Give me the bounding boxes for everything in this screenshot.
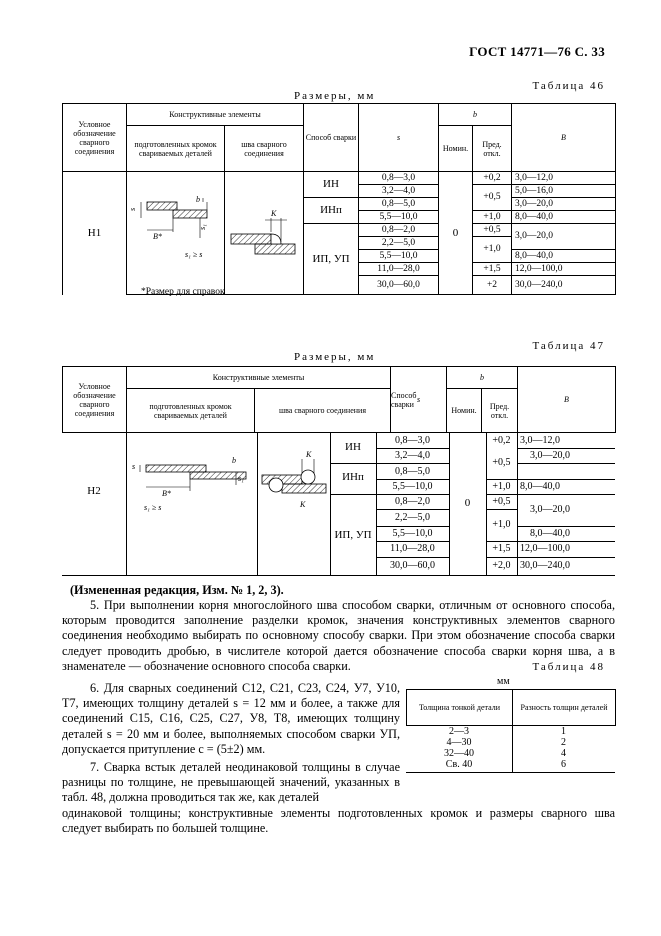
- B-cell: 8,0—40,0: [520, 481, 560, 492]
- dev-cell: +2,0: [492, 560, 511, 571]
- col-b-header: b: [447, 367, 518, 389]
- joint-code: Н1: [63, 172, 127, 295]
- col-cond-header: Условное обозначение сварного соединения: [63, 104, 127, 172]
- fig-label-K: K: [271, 209, 277, 218]
- B-cell: 3,0—12,0: [512, 172, 616, 185]
- B-cell: 8,0—40,0: [512, 250, 616, 263]
- fig-label-Bstar: B*: [153, 232, 162, 241]
- dev-cell: +1,0: [473, 211, 512, 224]
- s-cell: 3,2—4,0: [359, 185, 439, 198]
- col-s-header: s: [391, 367, 447, 433]
- table-47-caption: Таблица 47: [532, 340, 605, 352]
- col-weld-header: шва сварного соединения: [225, 126, 304, 172]
- col-struct-header: Конструктивные элементы: [127, 104, 304, 126]
- table-48-caption: Таблица 48: [532, 661, 605, 673]
- B-cell: 8,0—40,0: [512, 211, 616, 224]
- footnote: *Размер для справок: [141, 287, 225, 297]
- s-cell: 0,8—5,0: [395, 466, 430, 477]
- s-cell: 11,0—28,0: [390, 543, 435, 554]
- fig-label-b: b: [232, 456, 236, 465]
- col-diff-header: Разность толщин деталей: [513, 690, 616, 726]
- paragraph-7b: [62, 806, 615, 836]
- s-cell: 0,8—3,0: [395, 435, 430, 446]
- col-prep-header: подготовленных кромок свариваемых деталей: [127, 389, 255, 433]
- thin-value: 4—30: [446, 737, 472, 748]
- table-48: [406, 689, 616, 726]
- table-48-body: [406, 724, 615, 773]
- col-nom-header: Номин.: [439, 126, 473, 172]
- nom-cell: 0: [464, 497, 471, 509]
- s-cell: 0,8—3,0: [359, 172, 439, 185]
- method-ip-up: ИП, УП: [334, 529, 372, 541]
- col-dev-header: Пред. откл.: [482, 389, 518, 433]
- table-48-units: мм: [497, 676, 510, 687]
- col-cond-header: Условное обозначение сварного соединения: [63, 367, 127, 433]
- fig-label-s1: s₁: [198, 224, 207, 230]
- s-cell: 5,5—10,0: [392, 481, 433, 492]
- method-in: ИН: [304, 172, 359, 198]
- method-in: ИН: [345, 441, 361, 453]
- paragraph-7b-text: одинаковой толщины; конструктивные элементы подготовленных кромок и размеры сварного шва следует выбирать по большей толщине.: [62, 806, 615, 836]
- paragraph-7a: [62, 760, 400, 806]
- weld-figure-cell: [225, 172, 304, 295]
- table-row: [406, 726, 512, 770]
- s-cell: 30,0—60,0: [390, 560, 435, 571]
- dev-cell: +0,5: [492, 496, 511, 507]
- table-46: [62, 103, 616, 295]
- weld-figure: [225, 172, 304, 272]
- fig-label-s: s: [128, 207, 137, 211]
- diff-value: 1: [561, 726, 566, 737]
- fig-label-s1: s₁: [238, 474, 244, 483]
- dev-cell: +0,2: [492, 435, 511, 446]
- B-cell: 3,0—20,0: [512, 224, 616, 250]
- s-cell: 30,0—60,0: [359, 276, 439, 295]
- B-cell: 3,0—20,0: [512, 198, 616, 211]
- dev-cell: +1,0: [473, 237, 512, 263]
- fig-label-s: s: [132, 462, 136, 471]
- col-B-header: B: [512, 104, 616, 172]
- s-cell: 0,8—5,0: [359, 198, 439, 211]
- fig-label-Bstar: B*: [162, 489, 171, 498]
- B-cell: 5,0—16,0: [512, 185, 616, 198]
- fig-label-cond: s₁ ≥ s: [144, 503, 162, 512]
- col-B-header: B: [518, 367, 616, 433]
- weld-figure: [260, 445, 328, 515]
- table-46-caption: Таблица 46: [532, 80, 605, 92]
- table-row: [512, 726, 615, 770]
- dev-cell: +0,5: [473, 224, 512, 237]
- dev-cell: +1,0: [492, 519, 511, 530]
- paragraph-6: [62, 681, 400, 757]
- col-weld-header: шва сварного соединения: [255, 389, 391, 433]
- col-s-header: s: [359, 104, 439, 172]
- col-thin-header: Толщина тонкой детали: [407, 690, 513, 726]
- s-cell: 0,8—2,0: [395, 496, 430, 507]
- table-47: Условное обозначение сварного соединения Конструктивные элементы Способ сварки s b B подготовленных кромок свариваемых деталей шва сварного соединения Номин. Пред. откл.: [62, 366, 616, 433]
- table-46-units: Размеры, мм: [294, 90, 376, 102]
- dev-cell: +0,5: [492, 457, 511, 468]
- paragraph-5-text: 5. При выполнении корня многослойного шва способом сварки, отличным от основного способа, которым проводится заполнение разделки кромок, значения конструктивных элементов сварного соединения необходимо выбирать по основному способу сварки. При этом обозначение способа сварки следует проводить дробью, в числителе которой дается обозначение способа сварки корня шва, а в знаменателе — обозначение основного способа сварки.: [62, 598, 615, 673]
- dev-cell: +1,0: [492, 481, 511, 492]
- fig-label-K: K: [300, 500, 306, 509]
- col-dev-header: Пред. откл.: [473, 126, 512, 172]
- table-47-units: Размеры, мм: [294, 351, 376, 363]
- revision-note: (Измененная редакция, Изм. № 1, 2, 3).: [70, 583, 284, 597]
- method-inp: ИНп: [342, 471, 364, 483]
- B-cell: 12,0—100,0: [512, 263, 616, 276]
- s-cell: 11,0—28,0: [359, 263, 439, 276]
- dev-cell: +0,2: [473, 172, 512, 185]
- B-cell: 12,0—100,0: [520, 543, 570, 554]
- diff-value: 6: [561, 759, 566, 770]
- col-method-header: Способ сварки: [304, 104, 359, 172]
- page-header: ГОСТ 14771—76 С. 33: [469, 44, 605, 59]
- B-cell: 3,0—20,0: [530, 504, 570, 515]
- s-cell: 5,5—10,0: [359, 211, 439, 224]
- paragraph-6-text: 6. Для сварных соединений С12, С21, С23, С24, У7, У10, Т7, имеющих толщину деталей s = 12 мм и более, а также для соединений С15, С16, С25, С27, У8, Т8, имеющих толщину деталей s = 20 мм и более, выполняемых способом сварки УП, допускается притупление c = (5±2) мм.: [62, 681, 400, 756]
- paragraph-7a-text: 7. Сварка встык деталей неодинаковой толщины в случае разницы по толщине, не превышающей значений, указанных в табл. 48, должна проводиться так же, как деталей: [62, 760, 400, 805]
- thin-value: 32—40: [444, 748, 474, 759]
- B-cell: 8,0—40,0: [530, 528, 570, 539]
- s-cell: 2,2—5,0: [395, 512, 430, 523]
- nom-cell: 0: [439, 172, 473, 295]
- col-struct-header: Конструктивные элементы: [127, 367, 391, 389]
- s-cell: 5,5—10,0: [392, 528, 433, 539]
- s-cell: 2,2—5,0: [359, 237, 439, 250]
- B-cell: 30,0—240,0: [512, 276, 616, 295]
- thin-value: 2—3: [449, 726, 469, 737]
- col-b-header: b: [439, 104, 512, 126]
- method-inp: ИНп: [304, 198, 359, 224]
- col-prep-header: подготовленных кромок свариваемых деталей: [127, 126, 225, 172]
- s-cell: 5,5—10,0: [359, 250, 439, 263]
- thin-value: Св. 40: [445, 759, 473, 770]
- s-cell: 0,8—2,0: [359, 224, 439, 237]
- dev-cell: +0,5: [473, 185, 512, 211]
- dev-cell: +2: [473, 276, 512, 295]
- B-cell: 3,0—12,0: [520, 435, 560, 446]
- dev-cell: +1,5: [473, 263, 512, 276]
- table-47-body: [62, 432, 615, 576]
- method-ip-up: ИП, УП: [304, 224, 359, 295]
- fig-label-K: K: [306, 450, 312, 459]
- fig-label-b: b: [196, 195, 200, 204]
- B-cell: 30,0—240,0: [520, 560, 570, 571]
- B-cell: 3,0—20,0: [530, 450, 570, 461]
- s-cell: 3,2—4,0: [395, 450, 430, 461]
- prep-figure-cell: [127, 172, 225, 295]
- prep-edge-figure: [128, 435, 256, 525]
- dev-cell: +1,5: [492, 543, 511, 554]
- joint-code: Н2: [87, 485, 101, 497]
- col-nom-header: Номин.: [447, 389, 482, 433]
- fig-label-cond: s₁ ≥ s: [185, 250, 203, 259]
- diff-value: 2: [561, 737, 566, 748]
- prep-edge-figure: [127, 172, 225, 280]
- diff-value: 4: [561, 748, 566, 759]
